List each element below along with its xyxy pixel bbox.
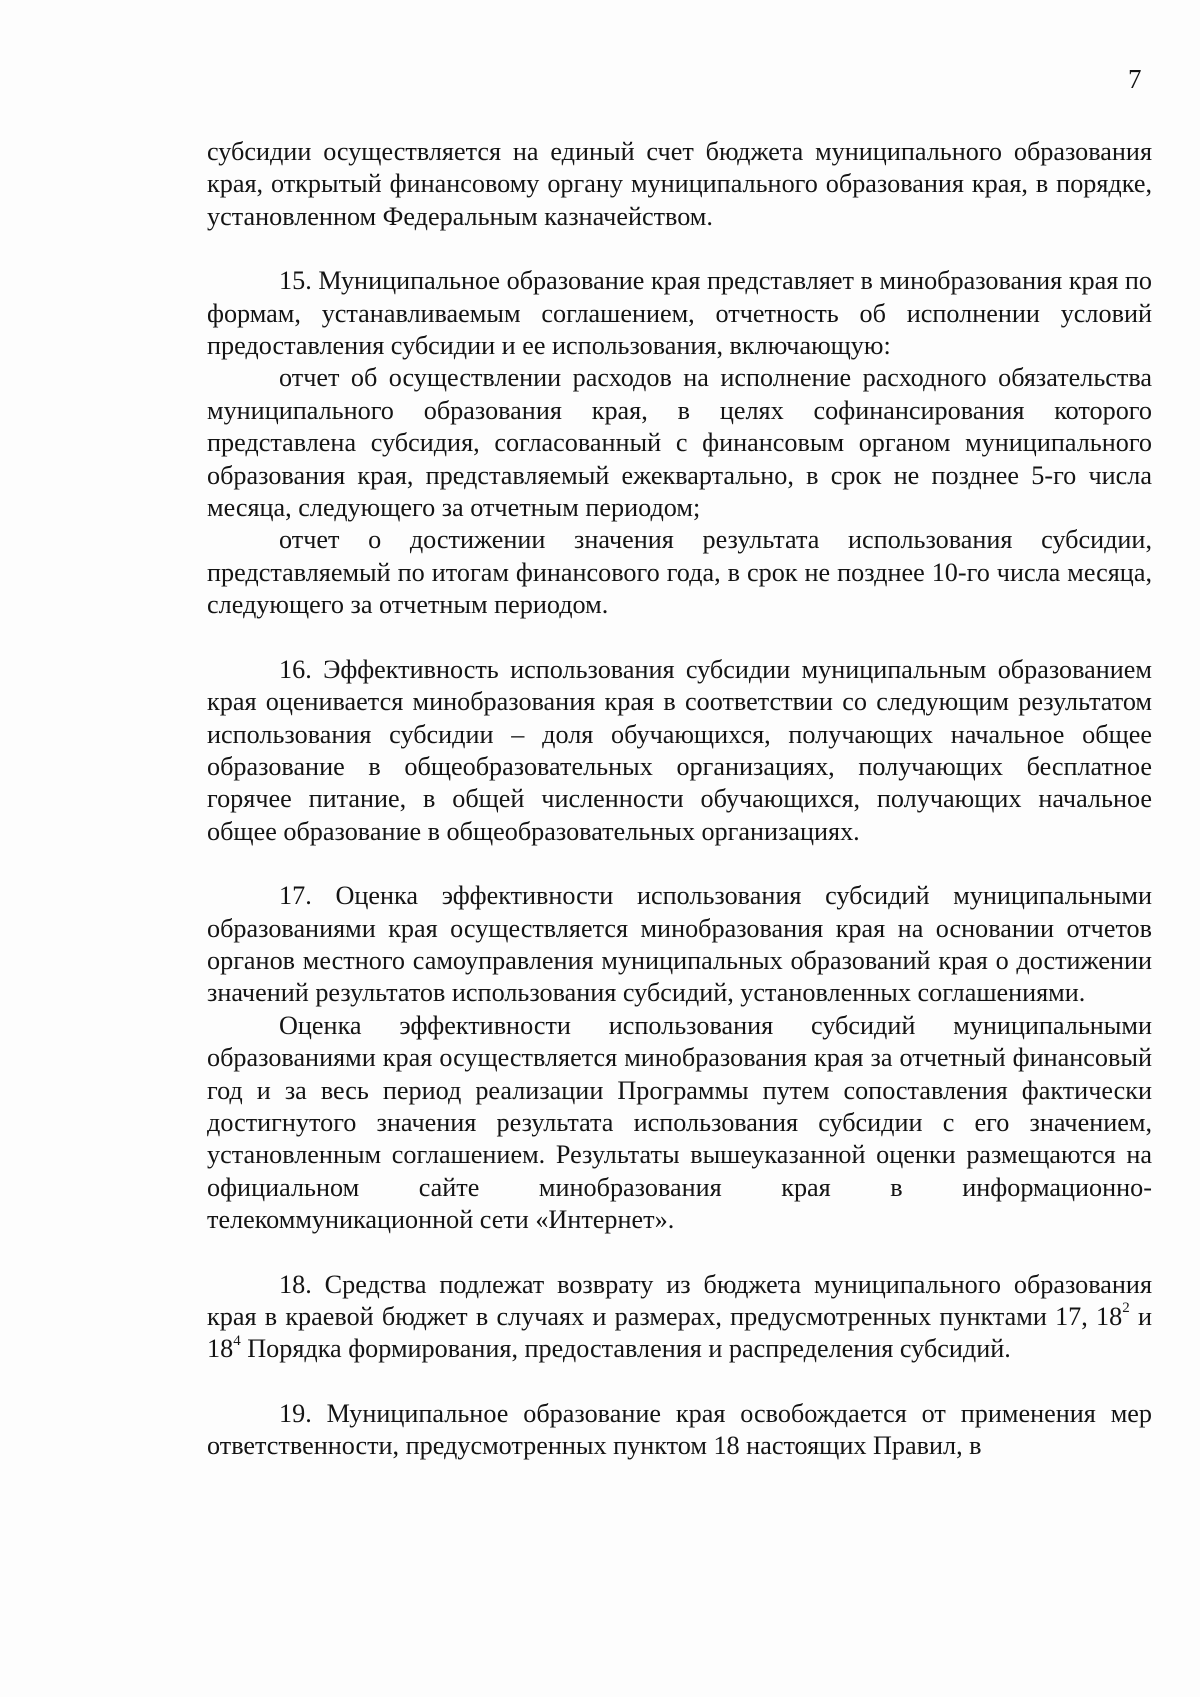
paragraph-19: 19. Муниципальное образование края освобождается от применения мер ответственности, предусмотренных пунктом 18 настоящих Правил, в bbox=[207, 1398, 1152, 1461]
paragraph-gap bbox=[207, 848, 1152, 880]
paragraph-18-text-2: и 18 bbox=[207, 1302, 1153, 1364]
paragraph-14-continuation: субсидии осуществляется на единый счет бюджета муниципального образования края, открытый финансовому органу муниципального образования края, в порядке, установленном Федеральным казначейством. bbox=[207, 137, 1152, 231]
paragraph-gap bbox=[207, 233, 1152, 265]
paragraph-gap bbox=[207, 1237, 1152, 1269]
document-body bbox=[207, 136, 1152, 1463]
paragraph-15-report-result: отчет о достижении значения результата использования субсидии, представляемый по итогам финансового года, в срок не позднее 10-го числа месяца, следующего за отчетным периодом. bbox=[207, 525, 1152, 620]
paragraph-17: 17. Оценка эффективности использования субсидий муниципальными образованиями края осуществляется минобразования края на основании отчетов органов местного самоуправления муниципальных образований края о достижении значений результатов использования субсидий, установленных соглашениями. bbox=[207, 881, 1152, 1008]
paragraph-18-text-3: Порядка формирования, предоставления и распределения субсидий. bbox=[240, 1334, 1011, 1364]
paragraph-18-superscript-2: 4 bbox=[233, 1332, 241, 1349]
paragraph-18 bbox=[207, 1269, 1152, 1366]
paragraph-gap bbox=[207, 622, 1152, 654]
paragraph-17-evaluation: Оценка эффективности использования субсидий муниципальными образованиями края осуществляется минобразования края за отчетный финансовый год и за весь период реализации Программы путем сопоставления фактически достигнутого значения результата использования субсидии с его значением, установленным соглашением. Результаты вышеуказанной оценки размещаются на официальном сайте минобразования края в информационно-телекоммуникационной сети «Интернет». bbox=[207, 1010, 1152, 1235]
paragraph-gap bbox=[207, 1366, 1152, 1398]
paragraph-18-superscript-1: 2 bbox=[1122, 1300, 1130, 1317]
page-number: 7 bbox=[1128, 64, 1142, 94]
paragraph-15-intro: 15. Муниципальное образование края представляет в минобразования края по формам, устанавливаемым соглашением, отчетность об исполнении условий предоставления субсидии и ее использования, включающую: bbox=[207, 266, 1152, 361]
paragraph-18-text-1: 18. Средства подлежат возврату из бюджета муниципального образования края в краевой бюджет в случаях и размерах, предусмотренных пунктами 17, 18 bbox=[207, 1269, 1152, 1331]
paragraph-15-report-expenses: отчет об осуществлении расходов на исполнение расходного обязательства муниципального образования края, в целях софинансирования которого представлена субсидия, согласованный с финансовым органом муниципального образования края, представляемый ежеквартально, в срок не позднее 5-го числа месяца, следующего за отчетным периодом; bbox=[207, 363, 1152, 523]
paragraph-16: 16. Эффективность использования субсидии муниципальным образованием края оценивается минобразования края в соответствии со следующим результатом использования субсидии – доля обучающихся, получающих начальное общее образование в общеобразовательных организациях, получающих бесплатное горячее питание, в общей численности обучающихся, получающих начальное общее образование в общеобразовательных организациях. bbox=[207, 654, 1152, 846]
